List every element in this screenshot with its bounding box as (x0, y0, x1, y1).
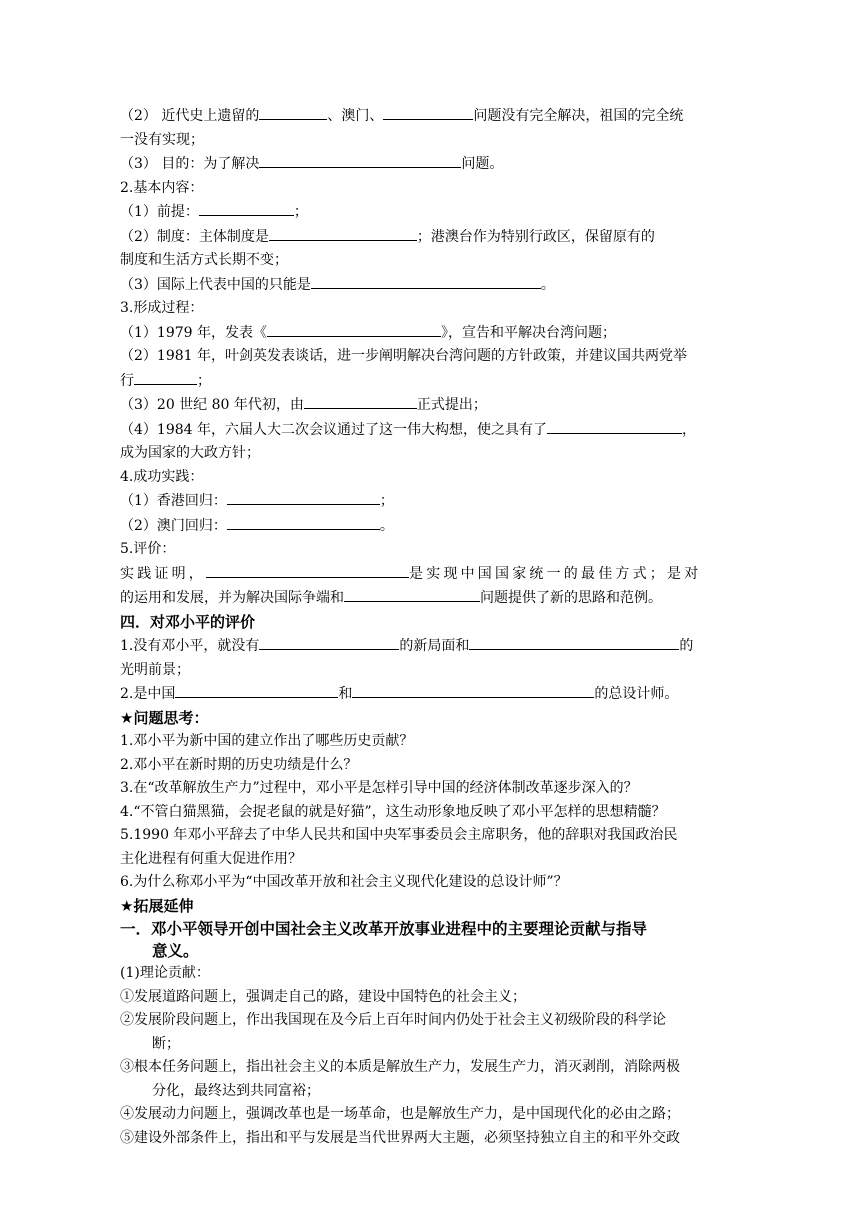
text-line: 制度和生活方式长期不变； (120, 252, 288, 268)
text-line: (1)理论贡献： (120, 965, 210, 981)
list-item: 3.在“改革解放生产力”过程中，邓小平是怎样引导中国的经济体制改革逐步深入的？ (120, 780, 638, 796)
answer-blank[interactable] (383, 104, 473, 120)
answer-blank[interactable] (469, 634, 679, 650)
list-item: 4.“不管白猫黑猫，会捉老鼠的就是好猫”，这生动形象地反映了邓小平怎样的思想精髓？ (120, 803, 666, 820)
text-line: 实践证明， 是实现中国国家统一的最佳方式；是对 (120, 562, 740, 587)
list-item: 6.为什么称邓小平为“中国改革开放和社会主义现代化建设的总设计师”？ (120, 874, 568, 890)
answer-blank[interactable] (259, 104, 327, 120)
text-line: 2.是中国 和 的总设计师。 (120, 682, 740, 707)
text-line: （1）前提： ； (120, 200, 740, 225)
subsection-heading: 一．邓小平领导开创中国社会主义改革开放事业进程中的主要理论贡献与指导 (120, 920, 648, 938)
section-title: 5.评价： (120, 541, 176, 557)
text-line: 的运用和发展，并为解决国际争端和 问题提供了新的思路和范例。 (120, 586, 740, 611)
text-line: 一没有实现； (120, 131, 204, 148)
list-item: ⑤建设外部条件上，指出和平与发展是当代世界两大主题，必须坚持独立自主的和平外交政 (120, 1129, 680, 1146)
text-line: （4）1984 年，六届人大二次会议通过了这一伟大构想，使之具有了 ， (120, 418, 740, 443)
answer-blank[interactable] (199, 200, 294, 216)
subsection-heading: 意义。 (152, 942, 199, 960)
answer-blank[interactable] (175, 682, 338, 698)
text-line: （3）国际上代表中国的只能是 。 (120, 273, 740, 298)
answer-blank[interactable] (269, 225, 417, 241)
list-item: ②发展阶段问题上，作出我国现在及今后上百年时间内仍处于社会主义初级阶段的科学论 (120, 1012, 666, 1028)
section-title: 2.基本内容： (120, 179, 204, 196)
text-line: （3） 目的：为了解决 问题。 (120, 152, 740, 177)
text-line: （1）香港回归： ； (120, 489, 740, 514)
answer-blank[interactable] (227, 514, 380, 530)
list-item: 5.1990 年邓小平辞去了中华人民共和国中央军事委员会主席职务，他的辞职对我国政治民 (120, 827, 678, 843)
answer-blank[interactable] (227, 489, 380, 505)
list-item: 断； (152, 1035, 180, 1052)
text-line: （2）1981 年，叶剑英发表谈话，进一步阐明解决台湾问题的方针政策，并建议国共两党举 (120, 348, 687, 364)
section-title: 3.形成过程： (120, 300, 204, 316)
text-line: （2）制度：主体制度是 ；港澳台作为特别行政区，保留原有的 (120, 225, 740, 250)
answer-blank[interactable] (259, 152, 461, 168)
answer-blank[interactable] (344, 586, 480, 602)
text-line: （3）20 世纪 80 年代初，由 正式提出； (120, 393, 740, 418)
section-heading: ★问题思考： (120, 708, 209, 727)
answer-blank[interactable] (304, 393, 417, 409)
text-line: 成为国家的大政方针； (120, 445, 260, 461)
text-line: 光明前景； (120, 661, 190, 678)
text-line: （2） 近代史上遗留的 、澳门、 问题没有完全解决，祖国的完全统 (120, 104, 740, 129)
list-item: ①发展道路问题上，强调走自己的路，建设中国特色的社会主义； (120, 988, 526, 1005)
list-item: ③根本任务问题上，指出社会主义的本质是解放生产力，发展生产力，消灭剥削，消除两极 (120, 1059, 680, 1075)
answer-blank[interactable] (352, 682, 594, 698)
answer-blank[interactable] (267, 321, 441, 337)
document-page (120, 104, 740, 1150)
list-item: 主化进程有何重大促进作用？ (120, 850, 302, 867)
text-line: 行 ； (120, 369, 740, 394)
text-line: 1.没有邓小平，就没有 的新局面和 的 (120, 634, 740, 659)
answer-blank[interactable] (134, 369, 197, 385)
list-item: 1.邓小平为新中国的建立作出了哪些历史贡献？ (120, 733, 414, 749)
text-line: （2）澳门回归： 。 (120, 514, 740, 539)
section-heading: 四．对邓小平的评价 (120, 612, 256, 631)
list-item: ④发展动力问题上，强调改革也是一场革命，也是解放生产力，是中国现代化的必由之路； (120, 1106, 680, 1122)
list-item: 2.邓小平在新时期的历史功绩是什么？ (120, 756, 358, 773)
section-heading: ★拓展延伸 (120, 896, 194, 915)
answer-blank[interactable] (259, 634, 399, 650)
answer-blank[interactable] (206, 562, 409, 578)
answer-blank[interactable] (311, 273, 541, 289)
text-line: （1）1979 年，发表《 》，宣告和平解决台湾问题； (120, 321, 740, 346)
list-item: 分化，最终达到共同富裕； (152, 1082, 320, 1099)
answer-blank[interactable] (547, 418, 682, 434)
section-title: 4.成功实践： (120, 468, 204, 485)
